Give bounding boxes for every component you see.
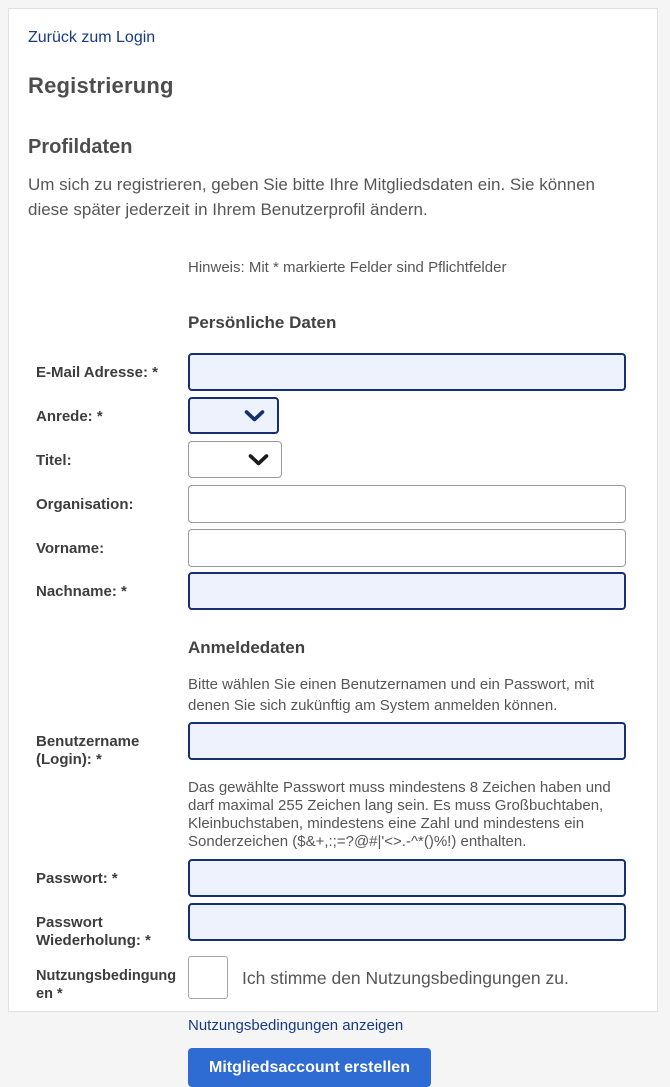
page-title: Registrierung	[28, 73, 174, 98]
password-rules-text: Das gewählte Passwort muss mindestens 8 Zeichen haben und darf maximal 255 Zeichen lang sein. Es muss Großbuchtaben, Kleinbuchstaben, mindestens eine Zahl und mindestens ein Sonderzeichen ($&+,:;=?@#|'<>.-^*()%!) enthalten.	[188, 779, 611, 850]
password-repeat-field[interactable]	[188, 903, 626, 941]
chevron-down-icon	[248, 453, 269, 466]
spacer	[28, 775, 188, 786]
email-field[interactable]	[188, 353, 626, 391]
password-repeat-label: Passwort Wiederholung: *	[36, 914, 151, 949]
organisation-label: Organisation:	[36, 496, 134, 513]
back-to-login-link[interactable]: Zurück zum Login	[28, 29, 156, 46]
terms-agree-text: Ich stimme den Nutzungsbedingungen zu.	[242, 967, 569, 988]
last-name-label: Nachname: *	[36, 583, 127, 600]
profile-section-title: Profildaten	[28, 136, 133, 158]
spacer	[28, 259, 188, 270]
title-label: Titel:	[36, 452, 72, 469]
salutation-select[interactable]	[188, 397, 279, 434]
spacer	[28, 670, 188, 681]
password-label: Passwort: *	[36, 870, 118, 887]
salutation-label: Anrede: *	[36, 408, 103, 425]
username-field[interactable]	[188, 722, 626, 760]
last-name-field[interactable]	[188, 572, 626, 610]
title-select[interactable]	[188, 441, 282, 478]
spacer	[28, 1041, 188, 1052]
registration-card	[8, 8, 658, 1076]
required-fields-hint: Hinweis: Mit * markierte Felder sind Pflichtfelder	[188, 259, 507, 276]
first-name-field[interactable]	[188, 529, 626, 567]
chevron-down-icon	[244, 409, 265, 422]
organisation-field[interactable]	[188, 485, 626, 523]
first-name-label: Vorname:	[36, 540, 105, 557]
username-label: Benutzername (Login): *	[36, 733, 140, 768]
personal-data-heading: Persönliche Daten	[188, 313, 337, 332]
registration-form	[28, 259, 633, 1087]
spacer	[28, 620, 188, 631]
terms-checkbox[interactable]	[188, 956, 228, 999]
login-intro-text: Bitte wählen Sie einen Benutzernamen und ein Passwort, mit denen Sie sich zukünftig am System anmelden können.	[188, 676, 595, 714]
password-field[interactable]	[188, 859, 626, 897]
terms-label: Nutzungsbedingungen *	[36, 968, 177, 1002]
spacer	[28, 1009, 188, 1020]
email-label: E-Mail Adresse: *	[36, 364, 158, 381]
profile-intro-text: Um sich zu registrieren, geben Sie bitte Ihre Mitgliedsdaten ein. Sie können diese später jederzeit in Ihrem Benutzerprofil ändern.	[28, 175, 595, 219]
create-account-button[interactable]: Mitgliedsaccount erstellen	[188, 1048, 431, 1087]
spacer	[28, 295, 188, 306]
show-terms-link[interactable]: Nutzungsbedingungen anzeigen	[188, 1017, 404, 1034]
login-data-heading: Anmeldedaten	[188, 638, 306, 657]
